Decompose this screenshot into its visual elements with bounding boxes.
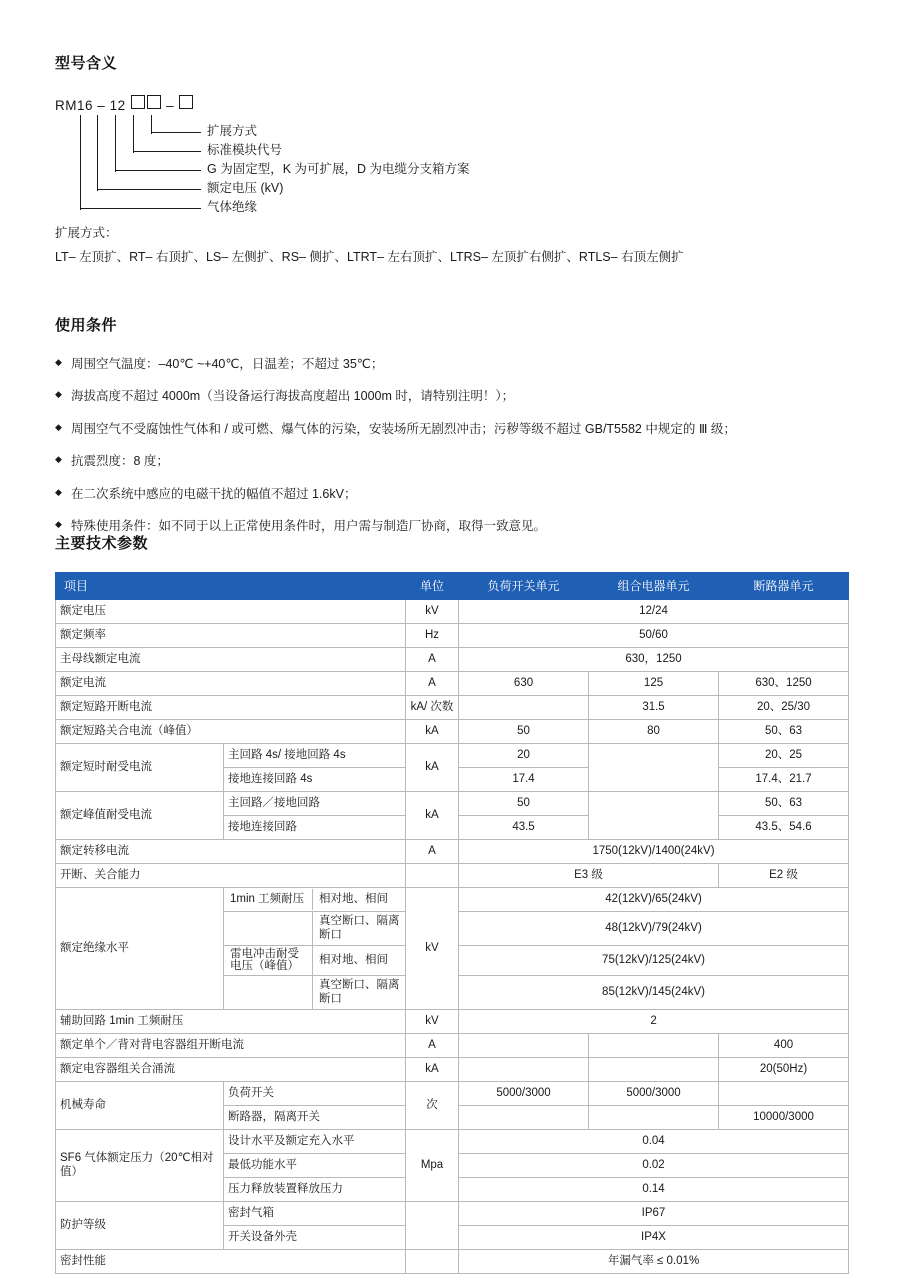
row-unit: Mpa — [406, 1129, 459, 1201]
row-value-c2 — [589, 1057, 719, 1081]
row-unit: kA — [406, 744, 459, 792]
diamond-bullet-icon: ◆ — [55, 421, 62, 432]
conditions-section-title: 使用条件 — [55, 317, 118, 334]
row-label: 密封性能 — [56, 1249, 406, 1273]
row-unit: kA — [406, 720, 459, 744]
row-label: 额定频率 — [56, 624, 406, 648]
row-value-c1: 5000/3000 — [459, 1081, 589, 1105]
row-label: 额定电容器组关合涌流 — [56, 1057, 406, 1081]
leader-hline-expand — [151, 132, 201, 133]
row-sublabel-group — [224, 912, 406, 946]
row-value-span: 48(12kV)/79(24kV) — [459, 912, 849, 946]
table-row — [56, 840, 849, 864]
diamond-bullet-icon: ◆ — [55, 454, 62, 465]
row-value-c3: 10000/3000 — [719, 1105, 849, 1129]
th-unit: 单位 — [406, 573, 459, 600]
row-value-c3: 20(50Hz) — [719, 1057, 849, 1081]
table-row — [56, 744, 849, 768]
leader-label-voltage: 额定电压 (kV) — [207, 181, 284, 195]
row-value-c2 — [589, 744, 719, 792]
model-leader-lines — [55, 113, 815, 231]
row-value-c3: 17.4、21.7 — [719, 768, 849, 792]
row-value-c2: 125 — [589, 672, 719, 696]
row-sublabel: 最低功能水平 — [224, 1153, 406, 1177]
row-value-c2 — [589, 792, 719, 840]
diamond-bullet-icon: ◆ — [55, 518, 62, 529]
insulation-group-lightning: 雷电冲击耐受电压（峰值） — [224, 946, 313, 975]
row-sublabel: 压力释放装置释放压力 — [224, 1177, 406, 1201]
leader-vline-module — [133, 115, 134, 153]
row-unit: A — [406, 1033, 459, 1057]
parameters-section — [55, 532, 848, 1274]
row-value-c3: 630、1250 — [719, 672, 849, 696]
row-value-c3: 50、63 — [719, 792, 849, 816]
row-value-c1: 43.5 — [459, 816, 589, 840]
table-row — [56, 1033, 849, 1057]
row-sublabel: 主回路 4s/ 接地回路 4s — [224, 744, 406, 768]
row-unit: Hz — [406, 624, 459, 648]
expand-note-text: LT– 左顶扩、RT– 右顶扩、LS– 左侧扩、RS– 侧扩、LTRT– 左右顶扩、LTRS– 左顶扩右侧扩、RTLS– 右顶左侧扩 — [55, 249, 684, 264]
row-value-span: 12/24 — [459, 600, 849, 624]
model-code-box-2 — [147, 95, 161, 109]
row-value-c1: 50 — [459, 792, 589, 816]
row-value-c1: 50 — [459, 720, 589, 744]
row-value-c3: 20、25/30 — [719, 696, 849, 720]
row-unit: kV — [406, 1009, 459, 1033]
insulation-group-blank-2 — [224, 976, 313, 1009]
table-row — [56, 624, 849, 648]
table-row — [56, 720, 849, 744]
leader-hline-gas — [80, 208, 201, 209]
parameters-table — [55, 572, 849, 1274]
row-unit — [406, 864, 459, 888]
list-item — [55, 420, 855, 439]
row-sublabel: 开关设备外壳 — [224, 1225, 406, 1249]
table-row — [56, 1057, 849, 1081]
row-label: 额定峰值耐受电流 — [56, 792, 224, 840]
row-unit: A — [406, 840, 459, 864]
model-code-prefix: RM16 — [55, 98, 94, 113]
row-value-c1 — [459, 1033, 589, 1057]
conditions-list — [55, 355, 855, 536]
diamond-bullet-icon: ◆ — [55, 357, 62, 367]
th-col1: 负荷开关单元 — [459, 573, 589, 600]
insulation-sub-4: 真空断口、隔离断口 — [319, 979, 400, 1006]
table-row — [56, 1249, 849, 1273]
row-label: 额定短路关合电流（峰值） — [56, 720, 406, 744]
th-col3: 断路器单元 — [719, 573, 849, 600]
row-value-c12: E3 级 — [459, 864, 719, 888]
expand-note-title: 扩展方式： — [55, 226, 118, 240]
row-value-c2 — [589, 1033, 719, 1057]
row-value-c3: E2 级 — [719, 864, 849, 888]
table-row — [56, 792, 849, 816]
leader-hline-module — [133, 151, 201, 152]
table-row — [56, 696, 849, 720]
insulation-group-1min: 1min 工频耐压 — [224, 889, 313, 910]
model-code-row — [55, 95, 855, 113]
th-col2: 组合电器单元 — [589, 573, 719, 600]
row-label: 辅助回路 1min 工频耐压 — [56, 1009, 406, 1033]
condition-text: 特殊使用条件：如不同于以上正常使用条件时，用户需与制造厂协商，取得一致意见。 — [71, 518, 547, 533]
row-unit: 次 — [406, 1081, 459, 1129]
row-label: 额定单个／背对背电容器组开断电流 — [56, 1033, 406, 1057]
row-label: 开断、关合能力 — [56, 864, 406, 888]
row-label: 防护等级 — [56, 1201, 224, 1249]
leader-vline-type — [115, 115, 116, 172]
leader-label-gas: 气体绝缘 — [207, 200, 258, 214]
condition-text: 海拔高度不超过 4000m（当设备运行海拔高度超出 1000m 时，请特别注明！）； — [71, 389, 515, 404]
condition-text: 抗震烈度：8 度； — [71, 454, 169, 469]
row-label: 额定电压 — [56, 600, 406, 624]
model-code-dash-2: – — [166, 98, 175, 113]
insulation-sub-3: 相对地、相间 — [319, 954, 388, 967]
row-label: 额定短路开断电流 — [56, 696, 406, 720]
row-label: 额定电流 — [56, 672, 406, 696]
leader-vline-voltage — [97, 115, 98, 191]
row-unit: kA — [406, 792, 459, 840]
row-label: 额定短时耐受电流 — [56, 744, 224, 792]
expand-mode-note — [55, 222, 684, 270]
row-value-c3: 50、63 — [719, 720, 849, 744]
row-value-c3: 400 — [719, 1033, 849, 1057]
leader-label-expand: 扩展方式 — [207, 124, 258, 138]
row-unit: kV — [406, 600, 459, 624]
row-label: 额定绝缘水平 — [56, 888, 224, 1010]
row-value-span: 年漏气率 ≤ 0.01% — [459, 1249, 849, 1273]
row-value-span: 0.02 — [459, 1153, 849, 1177]
table-row — [56, 1081, 849, 1105]
model-section-title: 型号含义 — [55, 55, 118, 72]
model-designation-section — [55, 52, 855, 231]
row-label: 主母线额定电流 — [56, 648, 406, 672]
insulation-group-blank-1 — [224, 912, 313, 945]
row-unit: A — [406, 672, 459, 696]
row-label: 额定转移电流 — [56, 840, 406, 864]
insulation-sub-1: 相对地、相间 — [319, 893, 388, 906]
row-value-span: 75(12kV)/125(24kV) — [459, 945, 849, 975]
row-unit — [406, 1201, 459, 1249]
condition-text: 周围空气温度：–40℃ ~+40℃，日温差；不超过 35℃； — [71, 357, 384, 371]
table-row — [56, 1009, 849, 1033]
leader-hline-type — [115, 170, 201, 171]
row-unit: A — [406, 648, 459, 672]
row-value-c3: 20、25 — [719, 744, 849, 768]
table-row — [56, 672, 849, 696]
condition-text: 周围空气不受腐蚀性气体和 / 或可燃、爆气体的污染，安装场所无剧烈冲击；污秽等级不超过 GB/T5582 中规定的 Ⅲ 级； — [71, 421, 736, 436]
leader-label-module: 标准模块代号 — [207, 143, 283, 157]
row-value-span: 85(12kV)/145(24kV) — [459, 976, 849, 1010]
row-value-span: 0.14 — [459, 1177, 849, 1201]
service-conditions-section — [55, 314, 855, 552]
row-value-c2: 31.5 — [589, 696, 719, 720]
row-value-c2: 80 — [589, 720, 719, 744]
row-value-span: 1750(12kV)/1400(24kV) — [459, 840, 849, 864]
row-value-c2: 5000/3000 — [589, 1081, 719, 1105]
table-row — [56, 600, 849, 624]
table-row — [56, 1201, 849, 1225]
leader-hline-voltage — [97, 189, 201, 190]
table-row — [56, 648, 849, 672]
row-value-span: 50/60 — [459, 624, 849, 648]
table-header-row — [56, 573, 849, 600]
row-label: 机械寿命 — [56, 1081, 224, 1129]
row-sublabel: 主回路／接地回路 — [224, 792, 406, 816]
row-value-c1 — [459, 1105, 589, 1129]
model-code-dash-1: – — [97, 98, 106, 113]
row-label: SF6 气体额定压力（20℃相对值） — [56, 1129, 224, 1201]
leader-vline-gas — [80, 115, 81, 210]
row-sublabel: 接地连接回路 — [224, 816, 406, 840]
list-item — [55, 387, 855, 406]
row-sublabel: 接地连接回路 4s — [224, 768, 406, 792]
list-item — [55, 485, 855, 504]
list-item — [55, 355, 855, 374]
row-value-c1: 17.4 — [459, 768, 589, 792]
row-sublabel-group — [224, 976, 406, 1010]
row-value-c3 — [719, 1081, 849, 1105]
th-item: 项目 — [56, 573, 406, 600]
row-sublabel-group — [224, 945, 406, 975]
row-value-c3: 43.5、54.6 — [719, 816, 849, 840]
row-value-span: 2 — [459, 1009, 849, 1033]
row-sublabel: 设计水平及额定充入水平 — [224, 1129, 406, 1153]
row-value-span: IP67 — [459, 1201, 849, 1225]
list-item — [55, 452, 855, 471]
row-unit: kA — [406, 1057, 459, 1081]
row-value-c1 — [459, 1057, 589, 1081]
row-value-c2 — [589, 1105, 719, 1129]
model-code-box-3 — [179, 95, 193, 109]
row-sublabel: 密封气箱 — [224, 1201, 406, 1225]
params-section-title: 主要技术参数 — [55, 535, 149, 552]
row-value-span: 630，1250 — [459, 648, 849, 672]
row-value-c1: 630 — [459, 672, 589, 696]
insulation-sub-2: 真空断口、隔离断口 — [319, 915, 400, 942]
condition-text: 在二次系统中感应的电磁干扰的幅值不超过 1.6kV； — [71, 486, 357, 501]
row-value-span: IP4X — [459, 1225, 849, 1249]
table-row — [56, 864, 849, 888]
model-code-box-1 — [131, 95, 145, 109]
diamond-bullet-icon: ◆ — [55, 389, 62, 400]
table-row — [56, 1129, 849, 1153]
row-sublabel: 负荷开关 — [224, 1081, 406, 1105]
diamond-bullet-icon: ◆ — [55, 486, 62, 497]
row-unit: kV — [406, 888, 459, 1010]
row-unit — [406, 1249, 459, 1273]
row-sublabel: 断路器，隔离开关 — [224, 1105, 406, 1129]
row-value-c1: 20 — [459, 744, 589, 768]
row-unit: kA/ 次数 — [406, 696, 459, 720]
row-sublabel-group — [224, 888, 406, 912]
row-value-c1 — [459, 696, 589, 720]
row-value-span: 42(12kV)/65(24kV) — [459, 888, 849, 912]
model-code-number: 12 — [109, 98, 126, 113]
leader-label-type: G 为固定型，K 为可扩展，D 为电缆分支箱方案 — [207, 162, 470, 176]
table-row — [56, 888, 849, 912]
row-value-span: 0.04 — [459, 1129, 849, 1153]
